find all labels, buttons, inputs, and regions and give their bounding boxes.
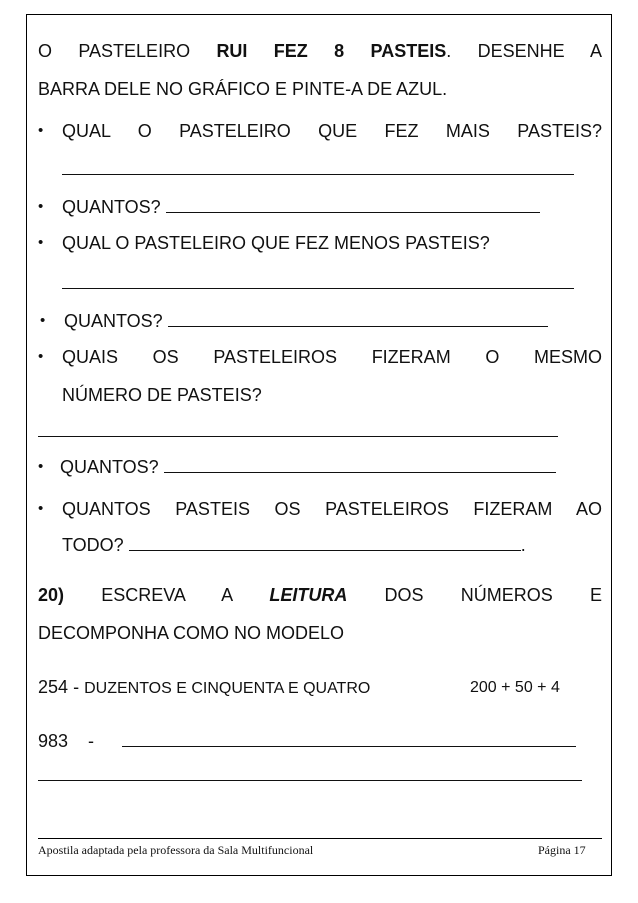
answer-line-983-decomp[interactable] (38, 780, 582, 781)
bullet-icon: • (38, 122, 44, 139)
footer-page-number: Página 17 (538, 843, 586, 857)
question-how-many-1: QUANTOS? (62, 196, 540, 218)
bullet-icon: • (38, 500, 44, 517)
footer-divider (38, 838, 602, 839)
bullet-icon: • (38, 458, 44, 475)
answer-line-most[interactable] (62, 174, 574, 175)
item-row: 983 - (38, 731, 95, 751)
model-row: 254 - DUZENTOS E CINQUENTA E QUATRO (38, 677, 371, 697)
answer-blank-how-many-2[interactable] (168, 310, 548, 327)
intro-line-2: BARRA DELE NO GRÁFICO E PINTE-A DE AZUL. (38, 79, 448, 99)
intro-line-1: O PASTELEIRO RUI FEZ 8 PASTEIS. DESENHE A (38, 41, 602, 61)
bullet-icon: • (38, 348, 44, 365)
answer-blank-how-many-3[interactable] (164, 456, 556, 473)
question-how-many-3: QUANTOS? (60, 456, 556, 478)
question-most-pasteis: QUAL O PASTELEIRO QUE FEZ MAIS PASTEIS? (62, 121, 602, 141)
exercise-20-line-2: DECOMPONHA COMO NO MODELO (38, 623, 345, 643)
bullet-icon: • (40, 312, 46, 329)
exercise-20-line-1: 20) ESCREVA A LEITURA DOS NÚMEROS E (38, 585, 602, 605)
answer-line-same-number[interactable] (38, 436, 558, 437)
question-total-line-1: QUANTOS PASTEIS OS PASTELEIROS FIZERAM AO (62, 499, 602, 519)
question-least-pasteis: QUAL O PASTELEIRO QUE FEZ MENOS PASTEIS? (62, 233, 490, 253)
answer-line-983-words[interactable] (122, 746, 576, 747)
question-same-number-line-2: NÚMERO DE PASTEIS? (62, 385, 262, 405)
model-decomposition: 200 + 50 + 4 (470, 679, 560, 696)
model-words: DUZENTOS E CINQUENTA E QUATRO (84, 680, 371, 697)
item-number: 983 (38, 731, 69, 751)
question-same-number-line-1: QUAIS OS PASTELEIROS FIZERAM O MESMO (62, 347, 602, 367)
answer-blank-total[interactable] (129, 534, 521, 551)
question-total-line-2: TODO? . (62, 535, 526, 555)
answer-blank-how-many-1[interactable] (166, 196, 540, 213)
answer-line-least[interactable] (62, 288, 574, 289)
question-how-many-2: QUANTOS? (64, 310, 548, 332)
bullet-icon: • (38, 198, 44, 215)
bullet-icon: • (38, 234, 44, 251)
model-number: 254 (38, 677, 69, 697)
footer-left: Apostila adaptada pela professora da Sala Multifuncional (38, 843, 314, 857)
